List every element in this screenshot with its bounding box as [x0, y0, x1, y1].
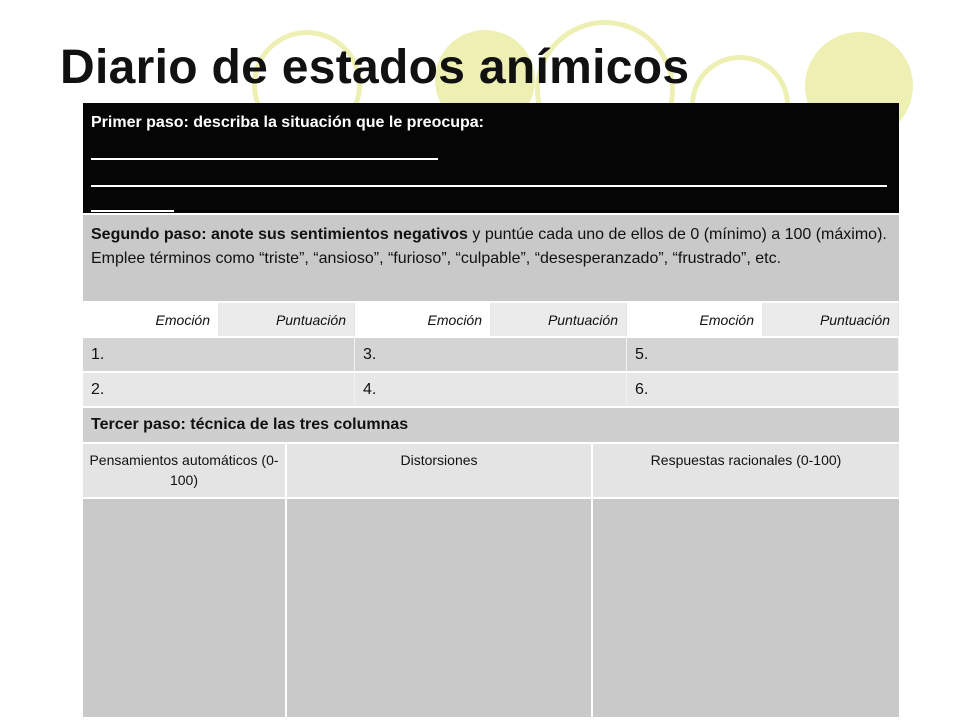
emotion-cell[interactable]: 6. — [627, 373, 899, 406]
emotion-cell[interactable]: 5. — [627, 338, 899, 371]
step1-section — [83, 103, 899, 213]
answer-line[interactable] — [91, 133, 438, 160]
column-header-automatic-thoughts: Pensamientos automáticos (0-100) — [83, 444, 287, 497]
header-emotion: Emoción — [83, 303, 219, 336]
header-score: Puntuación — [219, 303, 355, 336]
mood-diary-table — [83, 103, 899, 717]
answer-line[interactable] — [91, 187, 174, 212]
automatic-thoughts-cell[interactable] — [83, 499, 287, 717]
emotion-cell[interactable]: 2. — [83, 373, 355, 406]
answer-line[interactable] — [91, 160, 887, 187]
distortions-cell[interactable] — [287, 499, 593, 717]
emotion-row — [83, 371, 899, 406]
emotion-cell[interactable]: 1. — [83, 338, 355, 371]
emotion-row — [83, 336, 899, 371]
header-emotion: Emoción — [355, 303, 491, 336]
header-score: Puntuación — [763, 303, 899, 336]
header-emotion: Emoción — [627, 303, 763, 336]
emotion-cell[interactable]: 3. — [355, 338, 627, 371]
rational-responses-cell[interactable] — [593, 499, 899, 717]
column-header-rational-responses: Respuestas racionales (0-100) — [650, 452, 842, 468]
emotions-header-row — [83, 301, 899, 336]
three-columns-body — [83, 497, 899, 717]
step2-text: y puntúe cada uno de ellos de 0 (mínimo) a 100 (máximo). Emplee términos como “triste”, “ansioso”, “furioso”, “culpable”, “desesperanzado”, “frustrado”, etc. — [91, 226, 887, 267]
step2-section — [83, 213, 899, 301]
emotion-cell[interactable]: 4. — [355, 373, 627, 406]
header-score: Puntuación — [491, 303, 627, 336]
step1-label: Primer paso: describa la situación que le preocupa: — [91, 114, 485, 131]
step3-label: Tercer paso: técnica de las tres columnas — [83, 406, 899, 442]
step2-bold: Segundo paso: anote sus sentimientos negativos — [91, 226, 468, 243]
column-header-distortions: Distorsiones — [287, 444, 593, 497]
three-columns-header — [83, 442, 899, 497]
page-title: Diario de estados anímicos — [60, 41, 690, 94]
